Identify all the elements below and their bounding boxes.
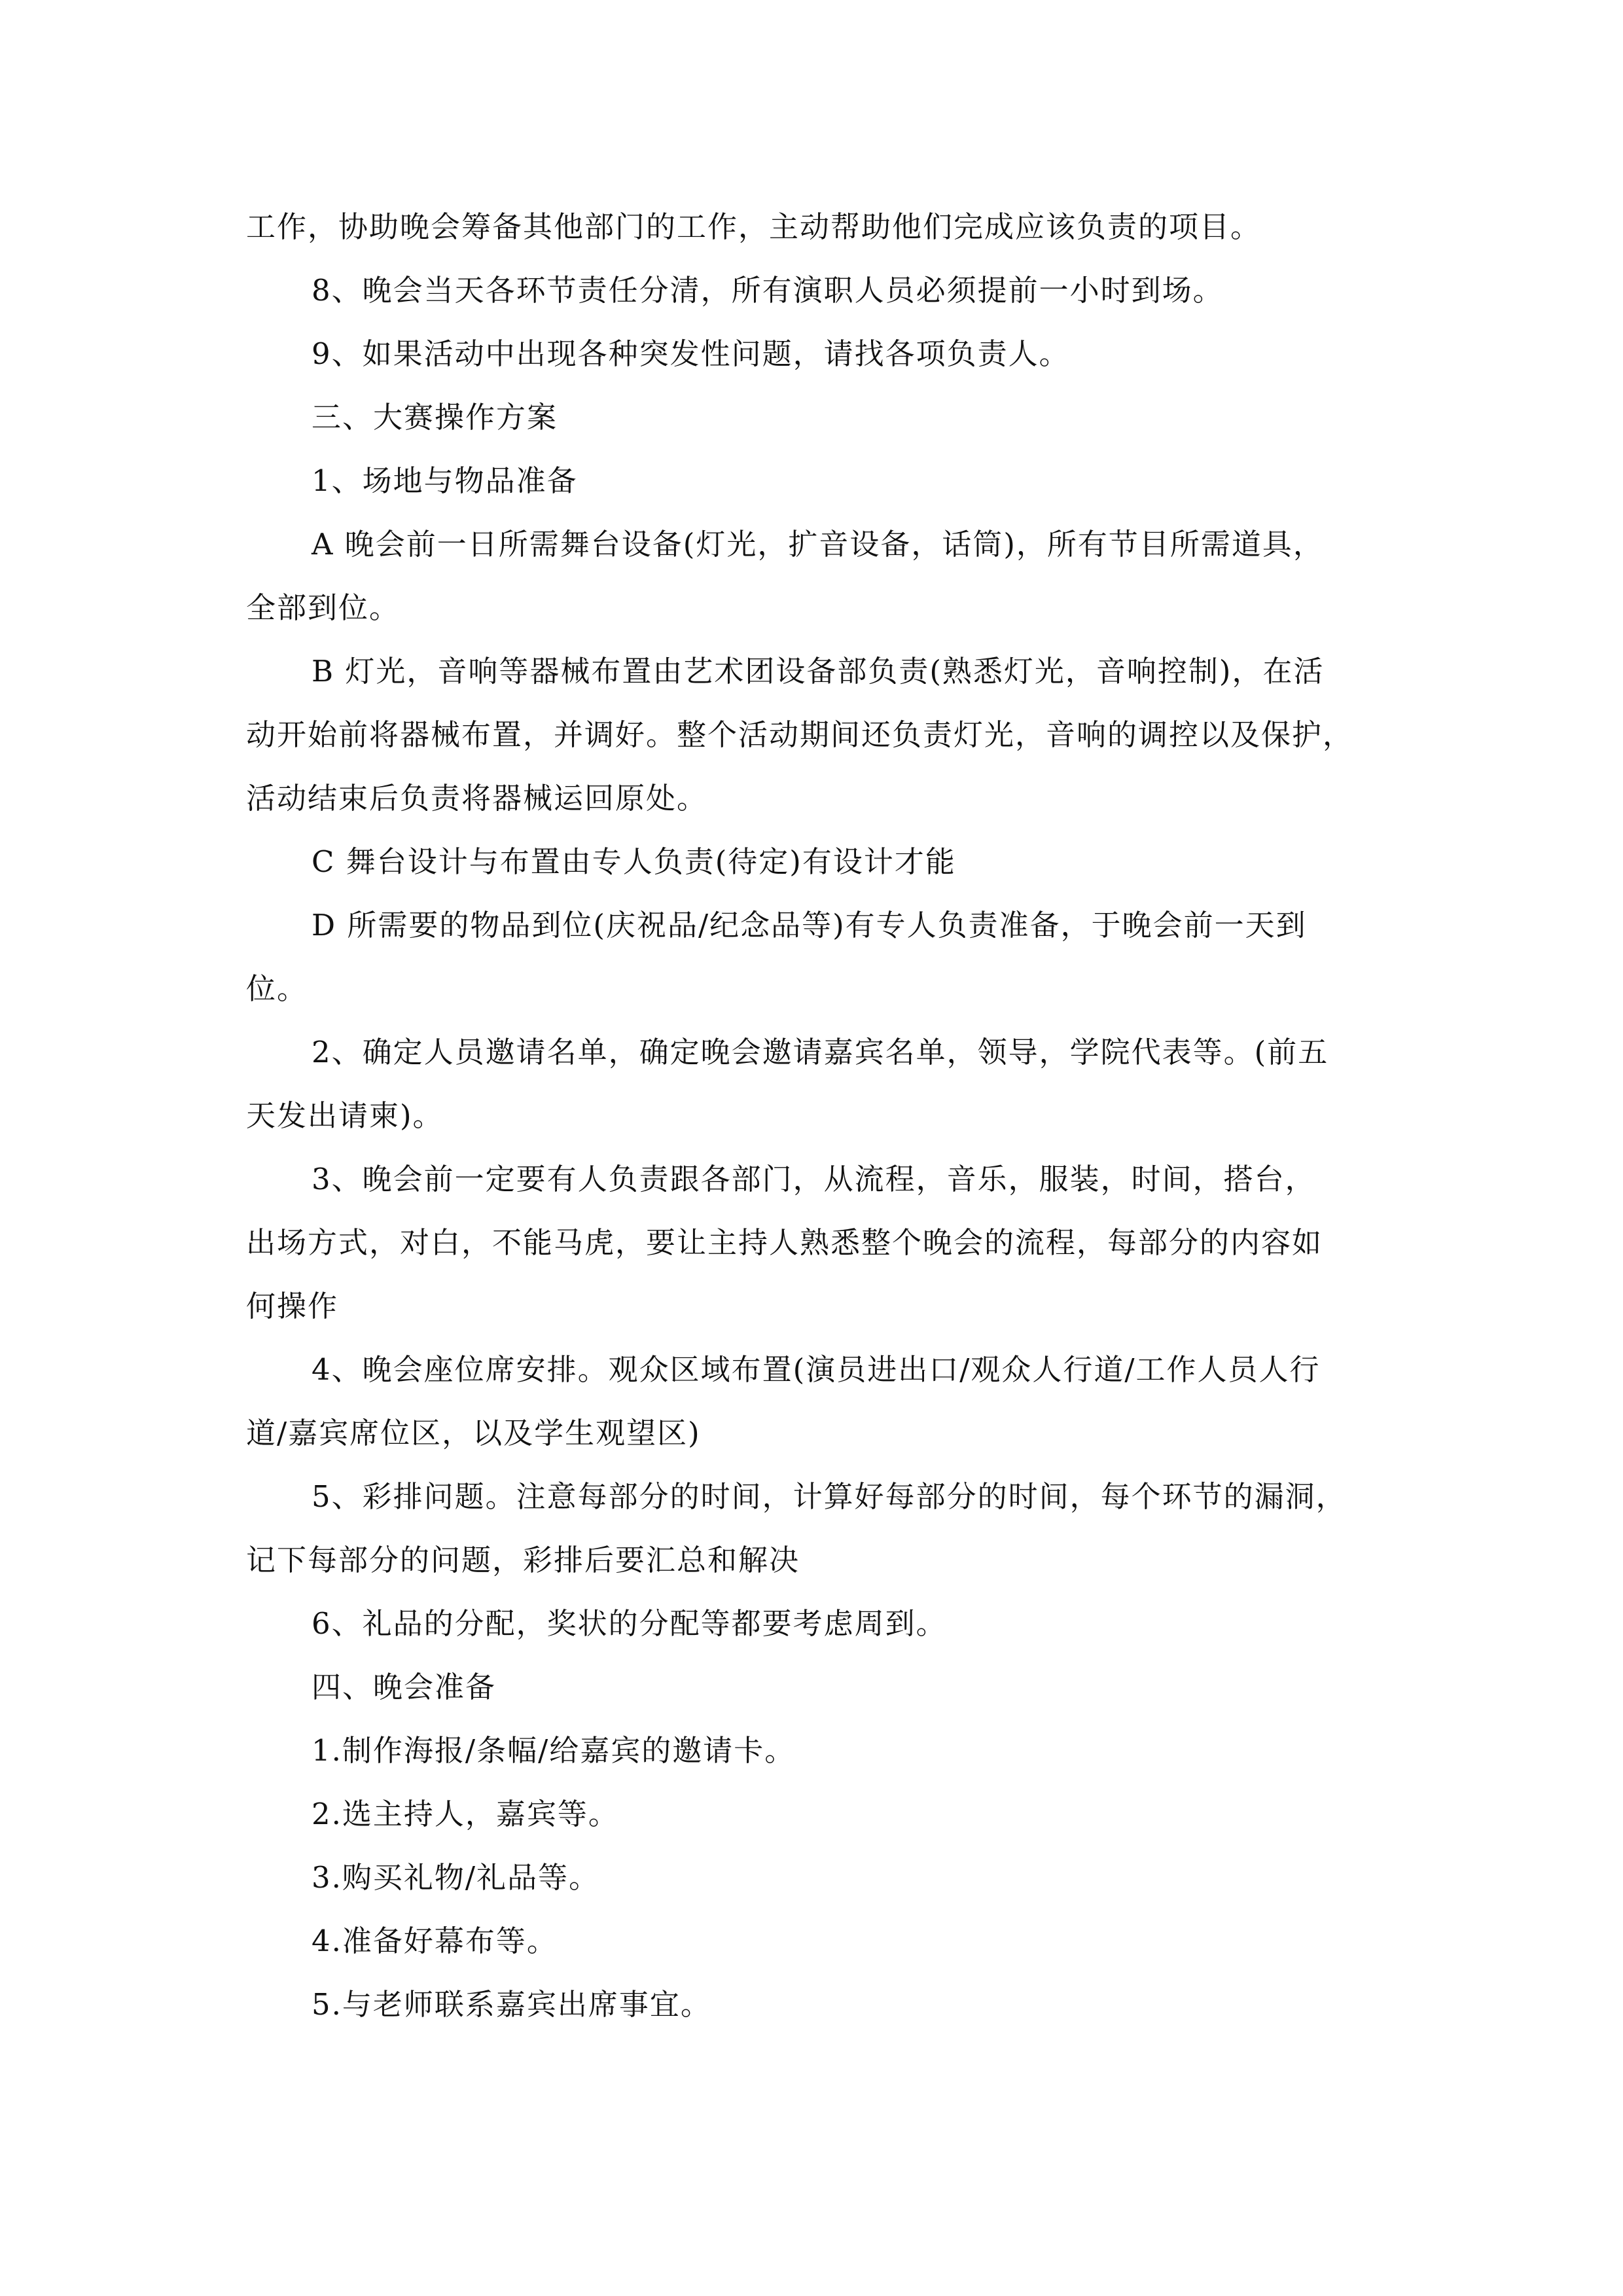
paragraph-line: B 灯光，音响等器械布置由艺术团设备部负责(熟悉灯光，音响控制)，在活: [312, 654, 1325, 689]
paragraph-line: 天发出请柬)。: [246, 1098, 444, 1133]
paragraph-line: 3.购买礼物/礼品等。: [312, 1860, 600, 1895]
paragraph-line: 三、大赛操作方案: [312, 400, 558, 435]
paragraph-line: 工作，协助晚会筹备其他部门的工作，主动帮助他们完成应该负责的项目。: [246, 209, 1262, 244]
paragraph-line: 2.选主持人，嘉宾等。: [312, 1797, 619, 1831]
paragraph-line: 6、礼品的分配，奖状的分配等都要考虑周到。: [312, 1606, 947, 1641]
paragraph-line: 1.制作海报/条幅/给嘉宾的邀请卡。: [312, 1733, 796, 1768]
paragraph-line: 位。: [246, 971, 308, 1006]
paragraph-line: 出场方式，对白，不能马虎，要让主持人熟悉整个晚会的流程，每部分的内容如: [246, 1225, 1323, 1260]
paragraph-line: 5.与老师联系嘉宾出席事宜。: [312, 1987, 711, 2022]
paragraph-line: C 舞台设计与布置由专人负责(待定)有设计才能: [312, 844, 956, 879]
document-body: [246, 195, 1391, 2036]
paragraph-line: 2、确定人员邀请名单，确定晚会邀请嘉宾名单，领导，学院代表等。(前五: [312, 1035, 1329, 1069]
paragraph-line: 何操作: [246, 1289, 339, 1323]
paragraph-line: 活动结束后负责将器械运回原处。: [246, 781, 708, 816]
paragraph-line: 道/嘉宾席位区，以及学生观望区): [246, 1416, 701, 1450]
paragraph-line: 8、晚会当天各环节责任分清，所有演职人员必须提前一小时到场。: [312, 273, 1224, 308]
paragraph-line: 4、晚会座位席安排。观众区域布置(演员进出口/观众人行道/工作人员人行: [312, 1352, 1321, 1387]
paragraph-line: 3、晚会前一定要有人负责跟各部门，从流程，音乐，服装，时间，搭台，: [312, 1162, 1316, 1196]
paragraph-line: 4.准备好幕布等。: [312, 1924, 558, 1958]
paragraph-line: A 晚会前一日所需舞台设备(灯光，扩音设备，话筒)，所有节目所需道具，: [312, 527, 1324, 562]
paragraph-line: 5、彩排问题。注意每部分的时间，计算好每部分的时间，每个环节的漏洞，: [312, 1479, 1347, 1514]
paragraph-line: 记下每部分的问题，彩排后要汇总和解决: [246, 1543, 800, 1577]
paragraph-line: 动开始前将器械布置，并调好。整个活动期间还负责灯光，音响的调控以及保护，: [246, 717, 1354, 752]
paragraph-line: D 所需要的物品到位(庆祝品/纪念品等)有专人负责准备，于晚会前一天到: [312, 908, 1307, 942]
paragraph-line: 四、晚会准备: [312, 1670, 497, 1704]
paragraph-line: 1、场地与物品准备: [312, 463, 578, 498]
paragraph-line: 9、如果活动中出现各种突发性问题，请找各项负责人。: [312, 336, 1070, 371]
paragraph-line: 全部到位。: [246, 590, 401, 625]
